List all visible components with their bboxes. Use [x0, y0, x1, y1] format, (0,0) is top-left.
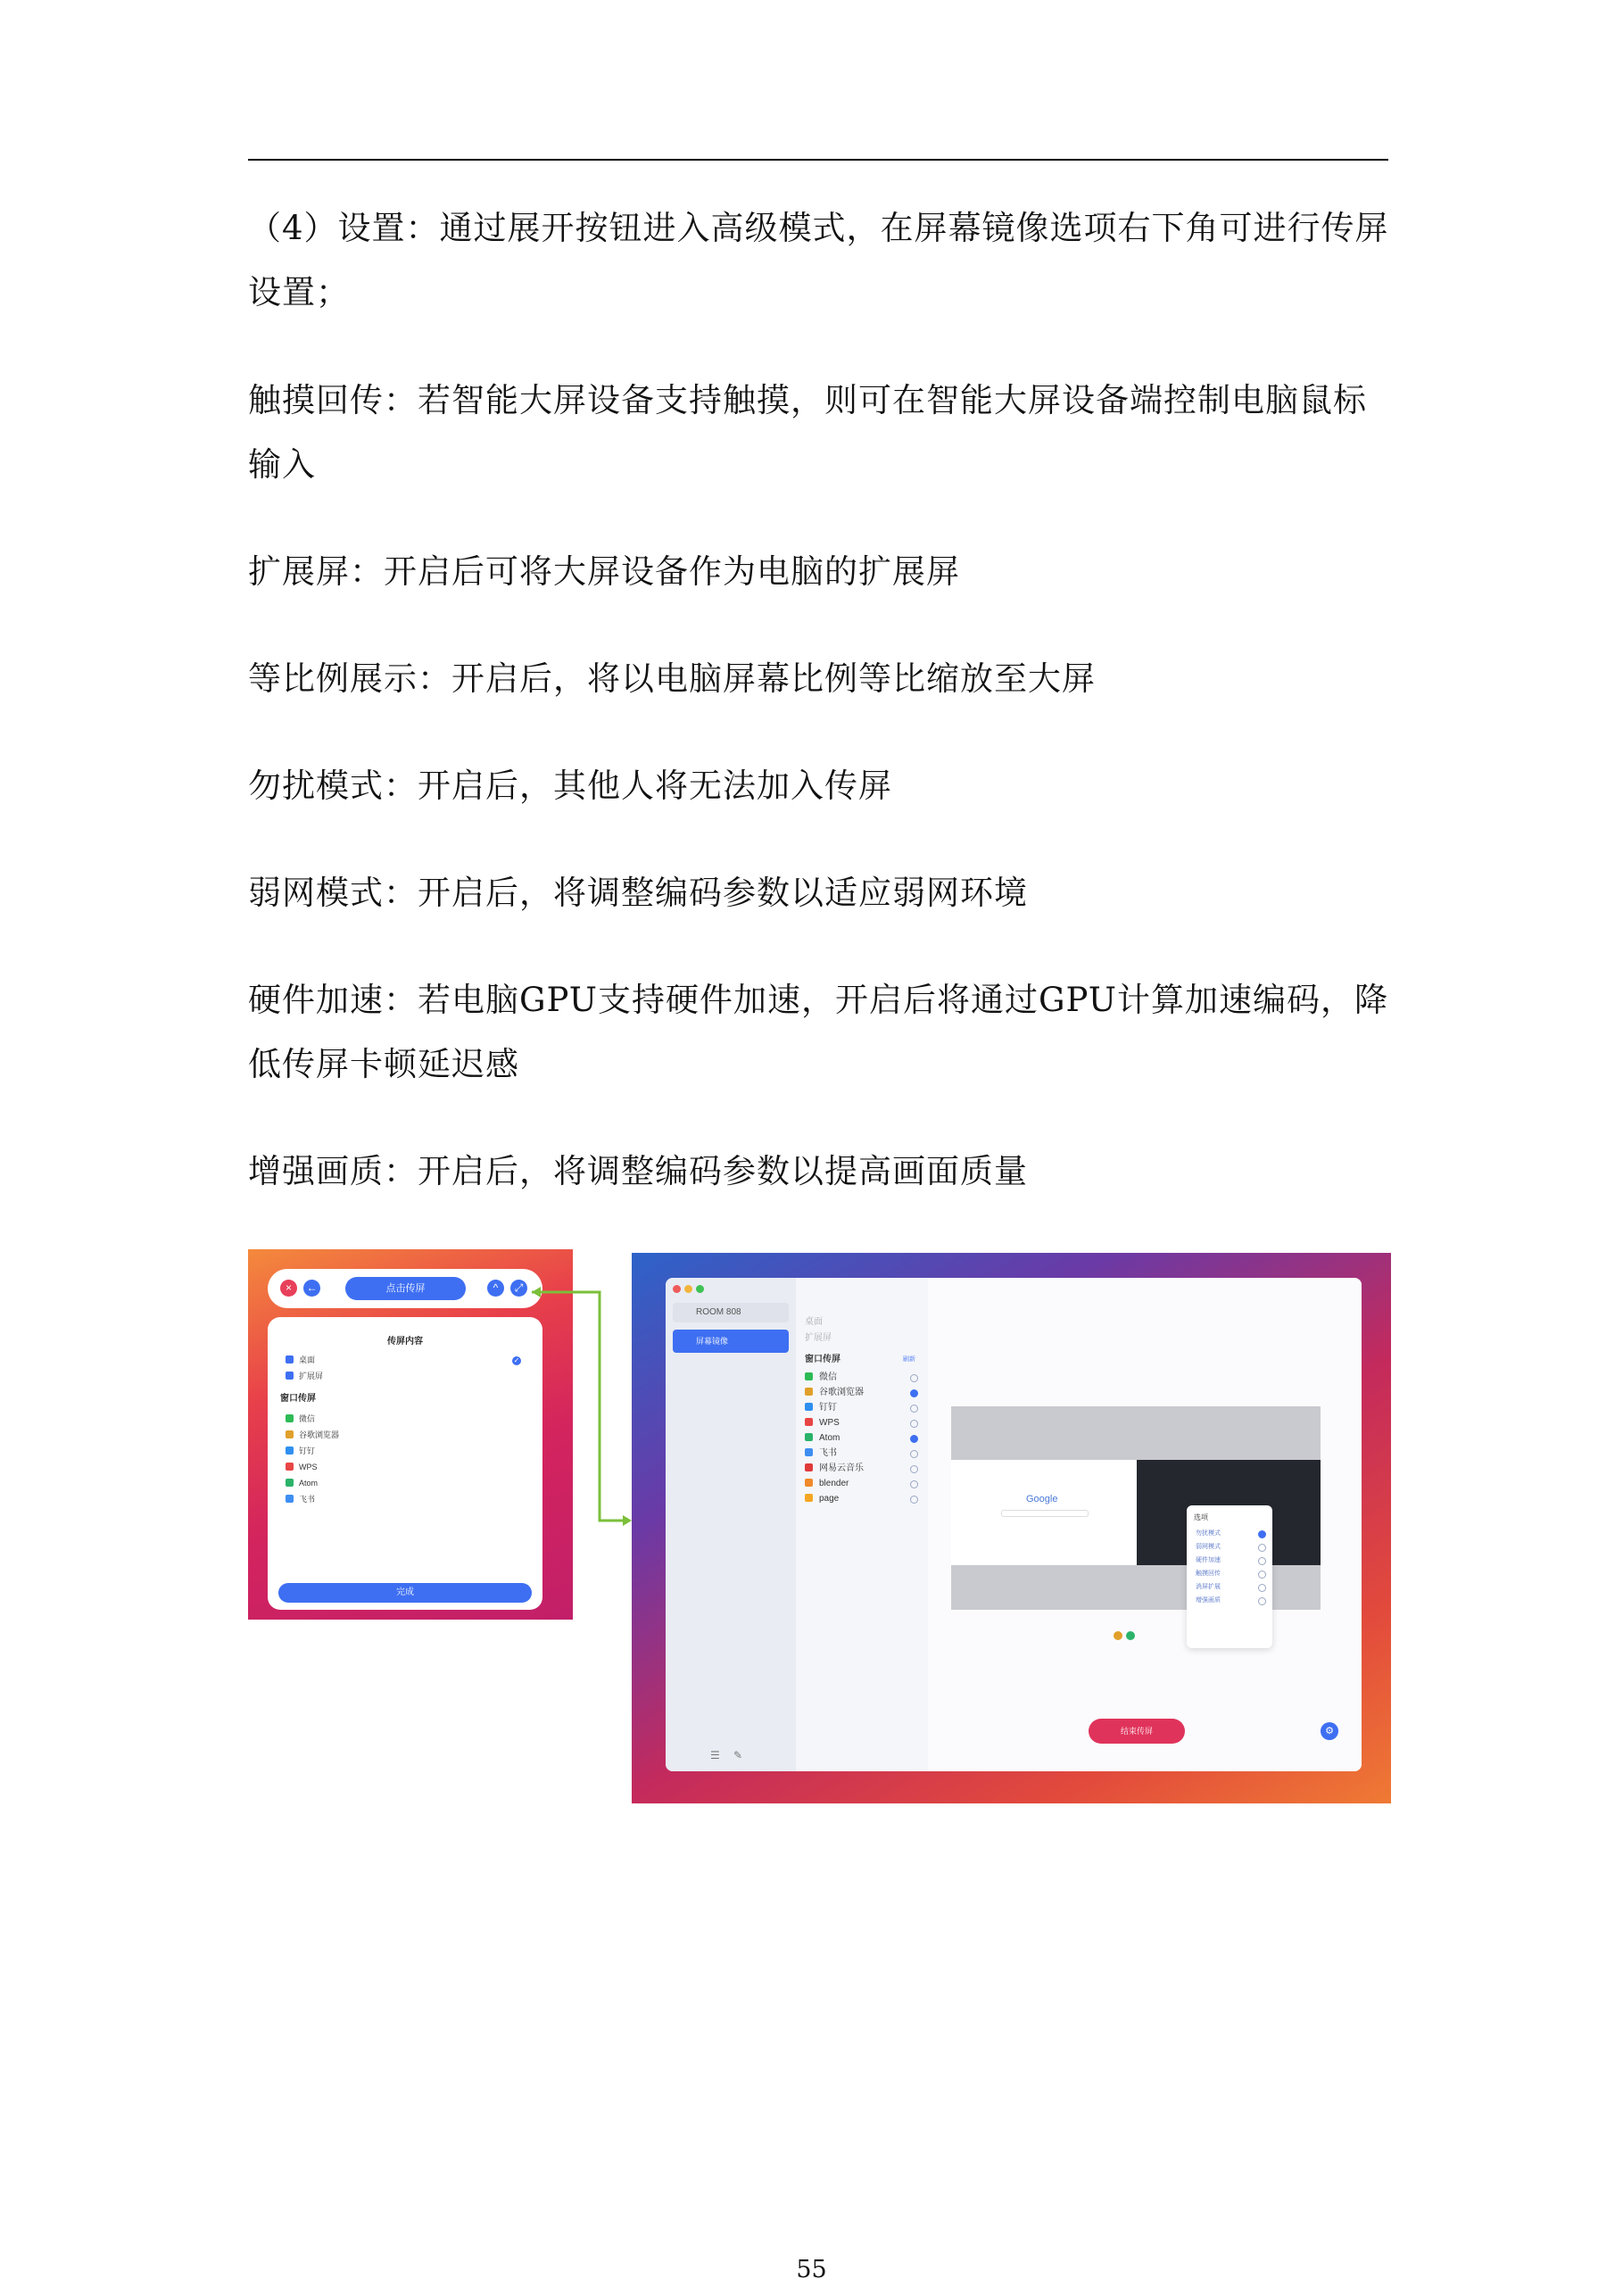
list-item[interactable]: 谷歌浏览器	[805, 1386, 864, 1400]
settings-gear-icon[interactable]: ⚙	[1321, 1722, 1338, 1740]
paragraph-enhanced-quality: 增强画质：开启后，将调整编码参数以提高画面质量	[248, 1152, 1028, 1190]
list-item-extend[interactable]: 扩展屏	[286, 1369, 323, 1383]
radio-button[interactable]	[910, 1420, 918, 1428]
paragraph-extended-screen: 扩展屏：开启后可将大屏设备作为电脑的扩展屏	[248, 552, 960, 591]
cast-button[interactable]: 点击传屏	[345, 1277, 466, 1300]
paragraph-proportional: 等比例展示：开启后，将以电脑屏幕比例等比缩放至大屏	[248, 659, 1096, 698]
room-selector[interactable]: ROOM 808	[673, 1303, 789, 1322]
list-item[interactable]: 钉钉	[286, 1444, 315, 1458]
list-item[interactable]: 微信	[286, 1412, 315, 1426]
monitor-icon	[286, 1355, 294, 1364]
section-window-cast: 窗口传屏	[805, 1355, 840, 1364]
atom-icon	[805, 1433, 813, 1441]
radio-button[interactable]	[910, 1465, 918, 1473]
radio-button[interactable]	[910, 1496, 918, 1504]
list-item[interactable]: WPS	[286, 1460, 318, 1474]
screenshot-advanced-mode	[632, 1253, 1391, 1803]
list-item[interactable]: 飞书	[286, 1492, 315, 1506]
paragraph-hardware-accel: 硬件加速：若电脑GPU支持硬件加速，开启后将通过GPU计算加速编码，降低传屏卡顿延迟感	[248, 981, 1388, 1083]
list-icon[interactable]: ☰	[710, 1749, 720, 1761]
wps-icon	[805, 1418, 813, 1426]
close-dot[interactable]	[673, 1285, 681, 1293]
search-bar	[1001, 1510, 1089, 1517]
chrome-icon	[805, 1388, 813, 1396]
wps-icon	[286, 1463, 294, 1471]
options-title: 选项	[1194, 1513, 1208, 1521]
radio-button[interactable]	[910, 1435, 918, 1443]
list-item[interactable]: Atom	[805, 1431, 840, 1446]
atom-icon	[1126, 1631, 1135, 1640]
list-item[interactable]: 网易云音乐	[805, 1462, 864, 1476]
list-item[interactable]: blender	[805, 1477, 849, 1491]
pages-icon	[805, 1494, 813, 1502]
option-radio[interactable]	[1258, 1584, 1266, 1592]
expand-icon[interactable]: ⤢	[510, 1280, 527, 1297]
refresh-link[interactable]: 刷新	[903, 1356, 915, 1363]
radio-button[interactable]	[910, 1450, 918, 1458]
app-window	[666, 1278, 1362, 1771]
option-item[interactable]: 勿扰模式	[1196, 1530, 1221, 1537]
options-menu	[1187, 1505, 1272, 1648]
chrome-icon	[1114, 1631, 1122, 1640]
list-item[interactable]: 谷歌浏览器	[286, 1428, 339, 1442]
option-item[interactable]: 增强画质	[1196, 1597, 1221, 1604]
cast-toolbar	[268, 1269, 542, 1308]
section-window-cast: 窗口传屏	[280, 1394, 316, 1404]
minimize-dot[interactable]	[684, 1285, 692, 1293]
edit-icon[interactable]: ✎	[733, 1749, 743, 1761]
confirm-button[interactable]: 完成	[278, 1583, 532, 1603]
content-list	[796, 1278, 928, 1771]
page-number: 55	[796, 2256, 827, 2284]
main-preview-area	[928, 1278, 1362, 1771]
list-item-desktop[interactable]: 桌面	[805, 1317, 823, 1327]
option-item[interactable]: 硬件加速	[1196, 1557, 1221, 1563]
option-item[interactable]: 消屏扩展	[1196, 1584, 1221, 1590]
sidebar-item-mirror[interactable]: 屏幕镜像	[673, 1330, 789, 1353]
connector-arrow	[526, 1281, 633, 1531]
list-item[interactable]: Atom	[286, 1476, 318, 1490]
cast-content-panel	[268, 1317, 542, 1610]
sidebar	[666, 1278, 796, 1771]
wechat-icon	[805, 1372, 813, 1380]
list-item-desktop[interactable]: 桌面	[286, 1353, 315, 1367]
option-radio[interactable]	[1258, 1544, 1266, 1552]
list-item[interactable]: 飞书	[805, 1446, 837, 1461]
option-radio[interactable]	[1258, 1571, 1266, 1579]
atom-icon	[286, 1479, 294, 1487]
list-item[interactable]: WPS	[805, 1416, 840, 1430]
paragraph-do-not-disturb: 勿扰模式：开启后，其他人将无法加入传屏	[248, 767, 892, 805]
feishu-icon	[286, 1495, 294, 1503]
radio-button[interactable]	[910, 1374, 918, 1382]
radio-button[interactable]	[910, 1480, 918, 1488]
google-logo: Google	[1026, 1494, 1058, 1504]
end-cast-button[interactable]: 结束传屏	[1089, 1719, 1185, 1744]
option-radio[interactable]	[1258, 1597, 1266, 1605]
collapse-icon[interactable]: ^	[487, 1280, 504, 1297]
dingtalk-icon	[805, 1403, 813, 1411]
paragraph-touch-back: 触摸回传：若智能大屏设备支持触摸，则可在智能大屏设备端控制电脑鼠标输入	[248, 381, 1367, 484]
list-item[interactable]: 钉钉	[805, 1401, 837, 1415]
browser-preview	[951, 1460, 1137, 1565]
wechat-icon	[286, 1414, 294, 1422]
feishu-icon	[805, 1448, 813, 1456]
paragraph-settings: （4）设置：通过展开按钮进入高级模式，在屏幕镜像选项右下角可进行传屏设置；	[248, 209, 1389, 311]
monitor-icon	[286, 1372, 294, 1380]
netease-music-icon	[805, 1463, 813, 1471]
paragraph-weak-network: 弱网模式：开启后，将调整编码参数以适应弱网环境	[248, 874, 1028, 912]
maximize-dot[interactable]	[696, 1285, 704, 1293]
panel-title: 传屏内容	[387, 1337, 423, 1347]
list-item[interactable]: page	[805, 1492, 839, 1506]
option-radio[interactable]	[1258, 1557, 1266, 1565]
option-item[interactable]: 触摸回传	[1196, 1571, 1221, 1577]
blender-icon	[805, 1479, 813, 1487]
back-icon[interactable]: ←	[303, 1280, 320, 1297]
option-item[interactable]: 弱网模式	[1196, 1544, 1221, 1550]
list-item-extend[interactable]: 扩展屏	[805, 1333, 832, 1343]
list-item[interactable]: 微信	[805, 1371, 837, 1385]
radio-button[interactable]	[910, 1389, 918, 1397]
chrome-icon	[286, 1430, 294, 1438]
check-icon[interactable]: ✓	[513, 1356, 520, 1364]
radio-button[interactable]	[910, 1405, 918, 1413]
header-rule	[248, 159, 1388, 161]
close-icon[interactable]: ×	[280, 1280, 297, 1297]
screenshot-compact-mode	[248, 1249, 573, 1620]
dingtalk-icon	[286, 1446, 294, 1455]
option-radio[interactable]	[1258, 1530, 1266, 1538]
